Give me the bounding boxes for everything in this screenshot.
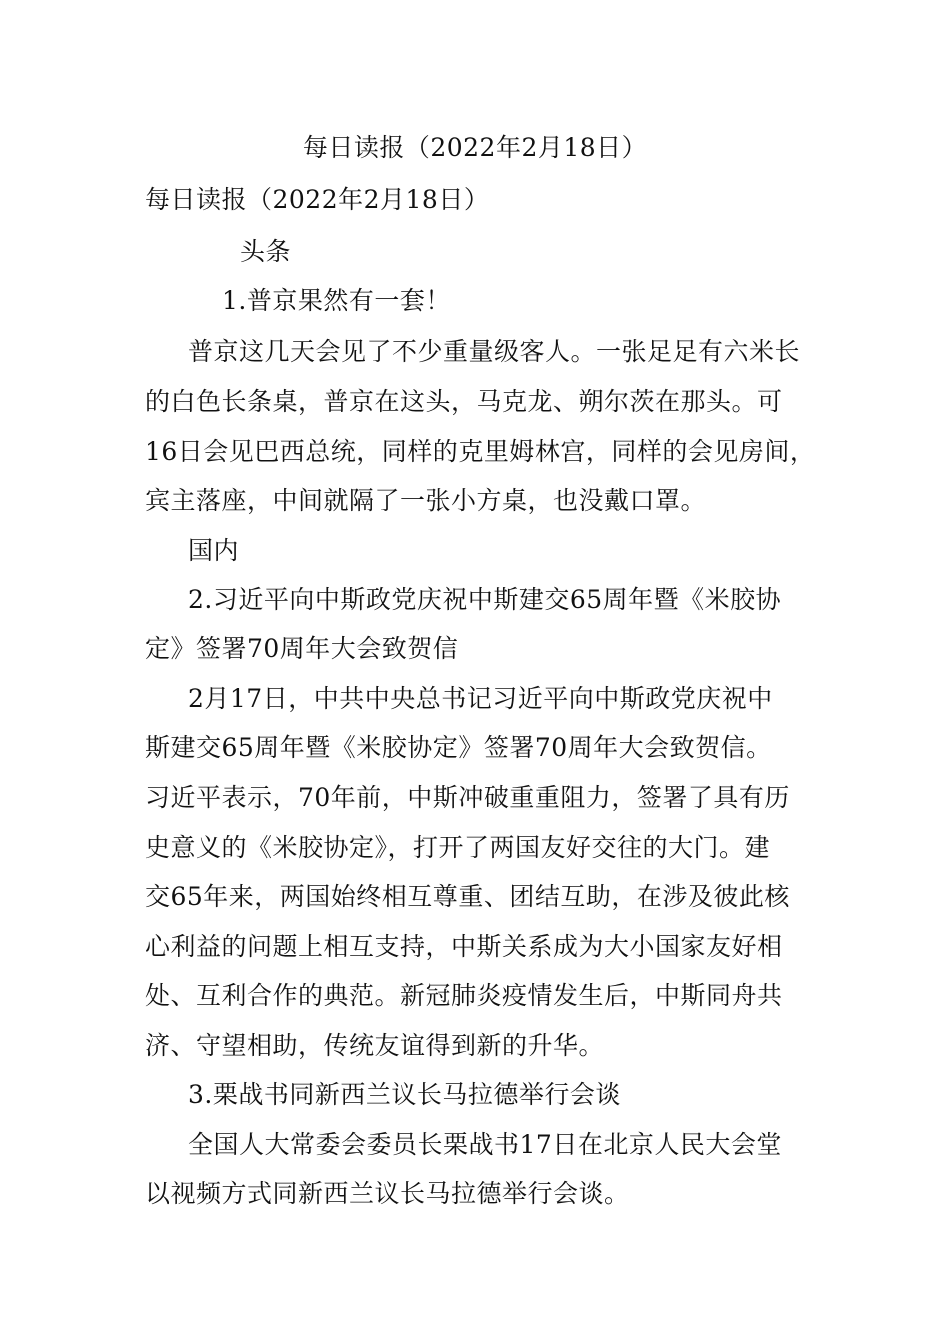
article-2-heading-line: 2.习近平向中斯政党庆祝中斯建交65周年暨《米胶协 <box>188 585 782 614</box>
document-subtitle: 每日读报（2022年2月18日） <box>145 185 490 214</box>
section-domestic-label: 国内 <box>188 536 240 565</box>
article-2-body-line: 习近平表示，70年前，中斯冲破重重阻力，签署了具有历 <box>145 783 790 812</box>
article-1-body-line: 普京这几天会见了不少重量级客人。一张足足有六米长 <box>188 337 801 366</box>
article-1-body-line: 16日会见巴西总统，同样的克里姆林宫，同样的会见房间， <box>145 437 816 466</box>
article-2-body-line: 心利益的问题上相互支持，中斯关系成为大小国家友好相 <box>145 932 783 961</box>
article-1-body-line: 宾主落座，中间就隔了一张小方桌，也没戴口罩。 <box>145 486 707 515</box>
article-2-heading-line: 定》签署70周年大会致贺信 <box>145 634 459 663</box>
article-2-body-line: 2月17日，中共中央总书记习近平向中斯政党庆祝中 <box>188 684 773 713</box>
article-3-body-line: 以视频方式同新西兰议长马拉德举行会谈。 <box>145 1179 630 1208</box>
article-2-body-line: 处、互利合作的典范。新冠肺炎疫情发生后，中斯同舟共 <box>145 981 783 1010</box>
section-headline-label: 头条 <box>240 237 292 266</box>
article-2-body-line: 史意义的《米胶协定》，打开了两国友好交往的大门。建 <box>145 833 771 862</box>
article-2-body-line: 交65年来，两国始终相互尊重、团结互助，在涉及彼此核 <box>145 882 790 911</box>
article-1-body-line: 的白色长条桌，普京在这头，马克龙、朔尔茨在那头。可 <box>145 387 783 416</box>
article-2-body-line: 斯建交65周年暨《米胶协定》签署70周年大会致贺信。 <box>145 733 772 762</box>
article-1-heading: 1.普京果然有一套！ <box>222 286 451 315</box>
article-3-heading: 3.栗战书同新西兰议长马拉德举行会谈 <box>188 1080 621 1109</box>
article-3-body-line: 全国人大常委会委员长栗战书17日在北京人民大会堂 <box>188 1130 782 1159</box>
document-title: 每日读报（2022年2月18日） <box>302 133 648 162</box>
article-2-body-line: 济、守望相助，传统友谊得到新的升华。 <box>145 1031 605 1060</box>
